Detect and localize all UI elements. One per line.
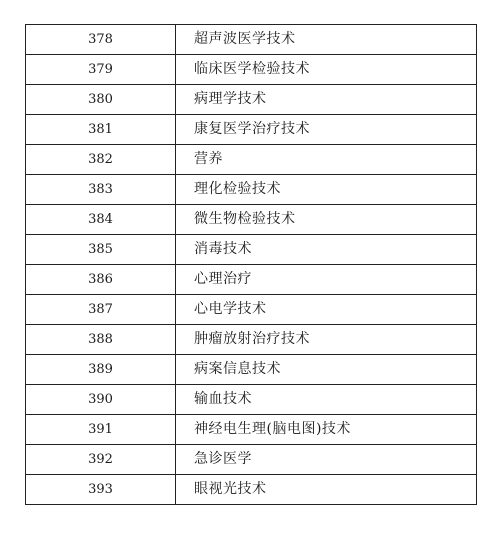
specialty-code: 378 (26, 25, 176, 55)
specialty-name: 肿瘤放射治疗技术 (176, 325, 477, 355)
specialty-code: 393 (26, 475, 176, 505)
table-row (26, 175, 477, 205)
specialty-name: 输血技术 (176, 385, 477, 415)
table-row (26, 325, 477, 355)
specialty-name: 营养 (176, 145, 477, 175)
specialty-table-body (26, 25, 477, 505)
specialty-code: 388 (26, 325, 176, 355)
specialty-name: 微生物检验技术 (176, 205, 477, 235)
table-row (26, 235, 477, 265)
specialty-code: 391 (26, 415, 176, 445)
specialty-name: 理化检验技术 (176, 175, 477, 205)
table-row (26, 25, 477, 55)
specialty-name: 超声波医学技术 (176, 25, 477, 55)
specialty-code: 379 (26, 55, 176, 85)
table-row (26, 295, 477, 325)
specialty-name: 消毒技术 (176, 235, 477, 265)
table-row (26, 355, 477, 385)
specialty-code: 382 (26, 145, 176, 175)
specialty-code: 385 (26, 235, 176, 265)
table-row (26, 85, 477, 115)
specialty-name: 康复医学治疗技术 (176, 115, 477, 145)
table-row (26, 475, 477, 505)
table-row (26, 55, 477, 85)
table-row (26, 385, 477, 415)
specialty-name: 病理学技术 (176, 85, 477, 115)
table-row (26, 415, 477, 445)
specialty-name: 神经电生理(脑电图)技术 (176, 415, 477, 445)
specialty-name: 病案信息技术 (176, 355, 477, 385)
specialty-name: 临床医学检验技术 (176, 55, 477, 85)
specialty-code: 380 (26, 85, 176, 115)
table-row (26, 205, 477, 235)
specialty-code: 387 (26, 295, 176, 325)
table-row (26, 115, 477, 145)
specialty-code: 381 (26, 115, 176, 145)
specialty-code: 392 (26, 445, 176, 475)
specialty-table (25, 24, 477, 505)
specialty-code: 384 (26, 205, 176, 235)
table-row (26, 145, 477, 175)
specialty-name: 心理治疗 (176, 265, 477, 295)
specialty-code: 383 (26, 175, 176, 205)
table-row (26, 265, 477, 295)
specialty-name: 急诊医学 (176, 445, 477, 475)
specialty-name: 心电学技术 (176, 295, 477, 325)
specialty-code: 389 (26, 355, 176, 385)
specialty-code: 386 (26, 265, 176, 295)
specialty-code: 390 (26, 385, 176, 415)
table-row (26, 445, 477, 475)
specialty-name: 眼视光技术 (176, 475, 477, 505)
